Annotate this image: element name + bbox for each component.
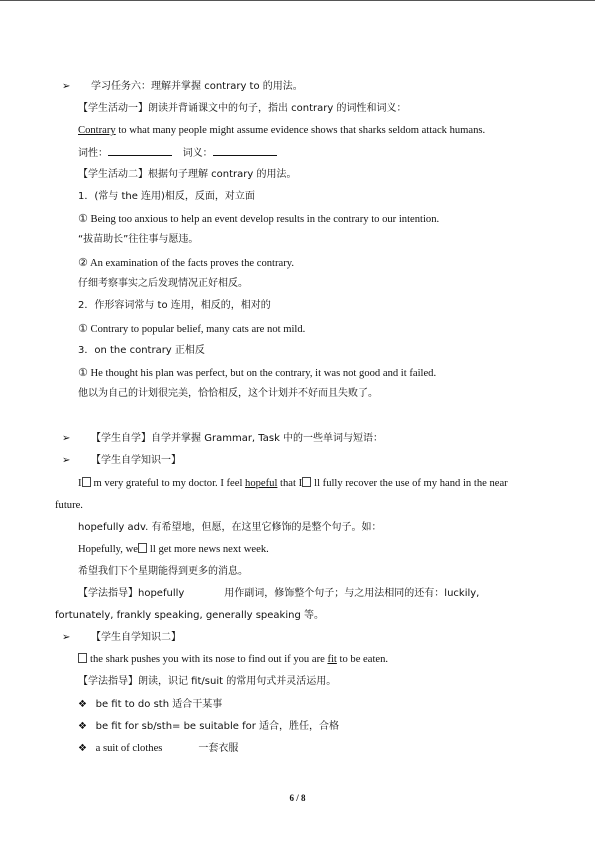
sentence-part: ll get more news next week.: [149, 544, 269, 555]
missing-glyph-icon: [82, 477, 91, 487]
bullet-text: be fit to do sth 适合干某事: [95, 699, 223, 710]
bullet-text-cn: 一套衣服: [198, 743, 239, 754]
point1-example2-cn: 仔细考察事实之后发现情况正好相反。: [78, 278, 248, 289]
sentence-part: ll fully recover the use of my hand in the near: [314, 478, 508, 489]
knowledge1-heading: 【学生自学知识一】: [91, 455, 182, 466]
knowledge1-definition: hopefully adv. 有希望地，但愿，在这里它修饰的是整个句子。如：: [78, 522, 382, 533]
bullet-item-3: [78, 742, 238, 756]
sentence-part: the shark pushes you with its nose to find out if you are: [90, 654, 328, 665]
knowledge1-guide: [78, 587, 479, 601]
guide-label: 【学法指导】hopefully: [78, 588, 185, 599]
sentence-part: Hopefully, we: [78, 544, 138, 555]
knowledge2-heading: 【学生自学知识二】: [91, 632, 182, 643]
activity2-label: 【学生活动二】根据句子理解 contrary 的用法。: [78, 169, 297, 180]
sentence-part: m very grateful to my doctor. I feel: [93, 478, 246, 489]
meaning-label: 词义：: [182, 148, 213, 159]
sentence-part: I: [78, 478, 82, 489]
point3-example1-text: He thought his plan was perfect, but on the contrary, it was not good and it failed.: [87, 368, 437, 379]
knowledge2-heading-row: [62, 631, 181, 645]
circled-number: ①: [78, 212, 88, 225]
task6-heading: 学习任务六：理解并掌握 contrary to 的用法。: [91, 81, 303, 92]
point2-example1: [78, 322, 305, 337]
self-study-heading: 【学生自学】自学并掌握 Grammar, Task 中的一些单词与短语：: [91, 433, 384, 444]
point2-title: 2．作形容词常与 to 连用，相反的，相对的: [78, 300, 271, 311]
activity1-label: 【学生活动一】朗读并背诵课文中的句子，指出 contrary 的词性和词义：: [78, 103, 407, 114]
task6-heading-row: [62, 80, 303, 94]
bullet-item-2: [78, 720, 339, 734]
knowledge2-guide: 【学法指导】朗读，识记 fit/suit 的常用句式并灵活运用。: [78, 676, 337, 687]
knowledge1-example-cn: 希望我们下个星期能得到更多的消息。: [78, 566, 248, 577]
diamond-bullet-icon: ❖: [78, 743, 87, 754]
underlined-word: Contrary: [78, 125, 116, 136]
sentence-part: that I: [277, 478, 303, 489]
underlined-word: fit: [327, 654, 337, 665]
missing-glyph-icon: [302, 477, 311, 487]
header-rule: [0, 0, 595, 1]
point3-title: 3．on the contrary 正相反: [78, 345, 205, 356]
knowledge2-sentence: [78, 653, 388, 667]
circled-number: ②: [78, 256, 88, 269]
example-sentence-rest: to what many people might assume evidence shows that sharks seldom attack humans.: [115, 125, 486, 136]
circled-number: ①: [78, 366, 88, 379]
point3-example1-cn: 他以为自己的计划很完美，恰恰相反，这个计划并不好而且失败了。: [78, 388, 378, 399]
point1-example1-cn: “拔苗助长”往往事与愿违。: [78, 234, 199, 245]
knowledge1-example: [78, 543, 269, 557]
diamond-bullet-icon: ❖: [78, 721, 87, 732]
knowledge1-sentence: [78, 477, 508, 491]
bullet-text: a suit of clothes: [95, 743, 163, 754]
knowledge1-heading-row: [62, 454, 181, 468]
bullet-item-1: [78, 698, 222, 712]
point1-example1: [78, 212, 439, 227]
meaning-blank[interactable]: [213, 145, 277, 156]
point1-example2: [78, 256, 294, 271]
arrow-icon: ➢: [62, 455, 71, 466]
arrow-icon: ➢: [62, 433, 71, 444]
point3-example1: [78, 366, 436, 381]
pos-label: 词性：: [78, 148, 108, 159]
fill-blanks-row: [78, 145, 277, 161]
self-study-heading-row: [62, 432, 383, 446]
point1-title: 1．(常与 the 连用)相反，反面，对立面: [78, 191, 255, 202]
arrow-icon: ➢: [62, 632, 71, 643]
circled-number: ①: [78, 322, 88, 335]
underlined-word: hopeful: [245, 478, 278, 489]
guide-text: 用作副词，修饰整个句子；与之用法相同的还有：luckily,: [224, 588, 480, 599]
missing-glyph-icon: [78, 653, 87, 663]
point1-example2-text: An examination of the facts proves the contrary.: [87, 258, 294, 269]
pos-blank[interactable]: [108, 145, 172, 156]
knowledge1-guide-cont: fortunately, frankly speaking, generally speaking 等。: [55, 610, 324, 621]
arrow-icon: ➢: [62, 81, 71, 92]
example-sentence: [78, 124, 485, 138]
knowledge1-sentence-cont: future.: [55, 500, 83, 511]
page-number: 6 / 8: [289, 793, 306, 803]
diamond-bullet-icon: ❖: [78, 699, 87, 710]
bullet-text: be fit for sb/sth= be suitable for 适合，胜任，合格: [95, 721, 340, 732]
sentence-part: to be eaten.: [336, 654, 389, 665]
missing-glyph-icon: [138, 543, 147, 553]
point2-example1-text: Contrary to popular belief, many cats are not mild.: [87, 324, 306, 335]
point1-example1-text: Being too anxious to help an event develop results in the contrary to our intention.: [87, 214, 440, 225]
